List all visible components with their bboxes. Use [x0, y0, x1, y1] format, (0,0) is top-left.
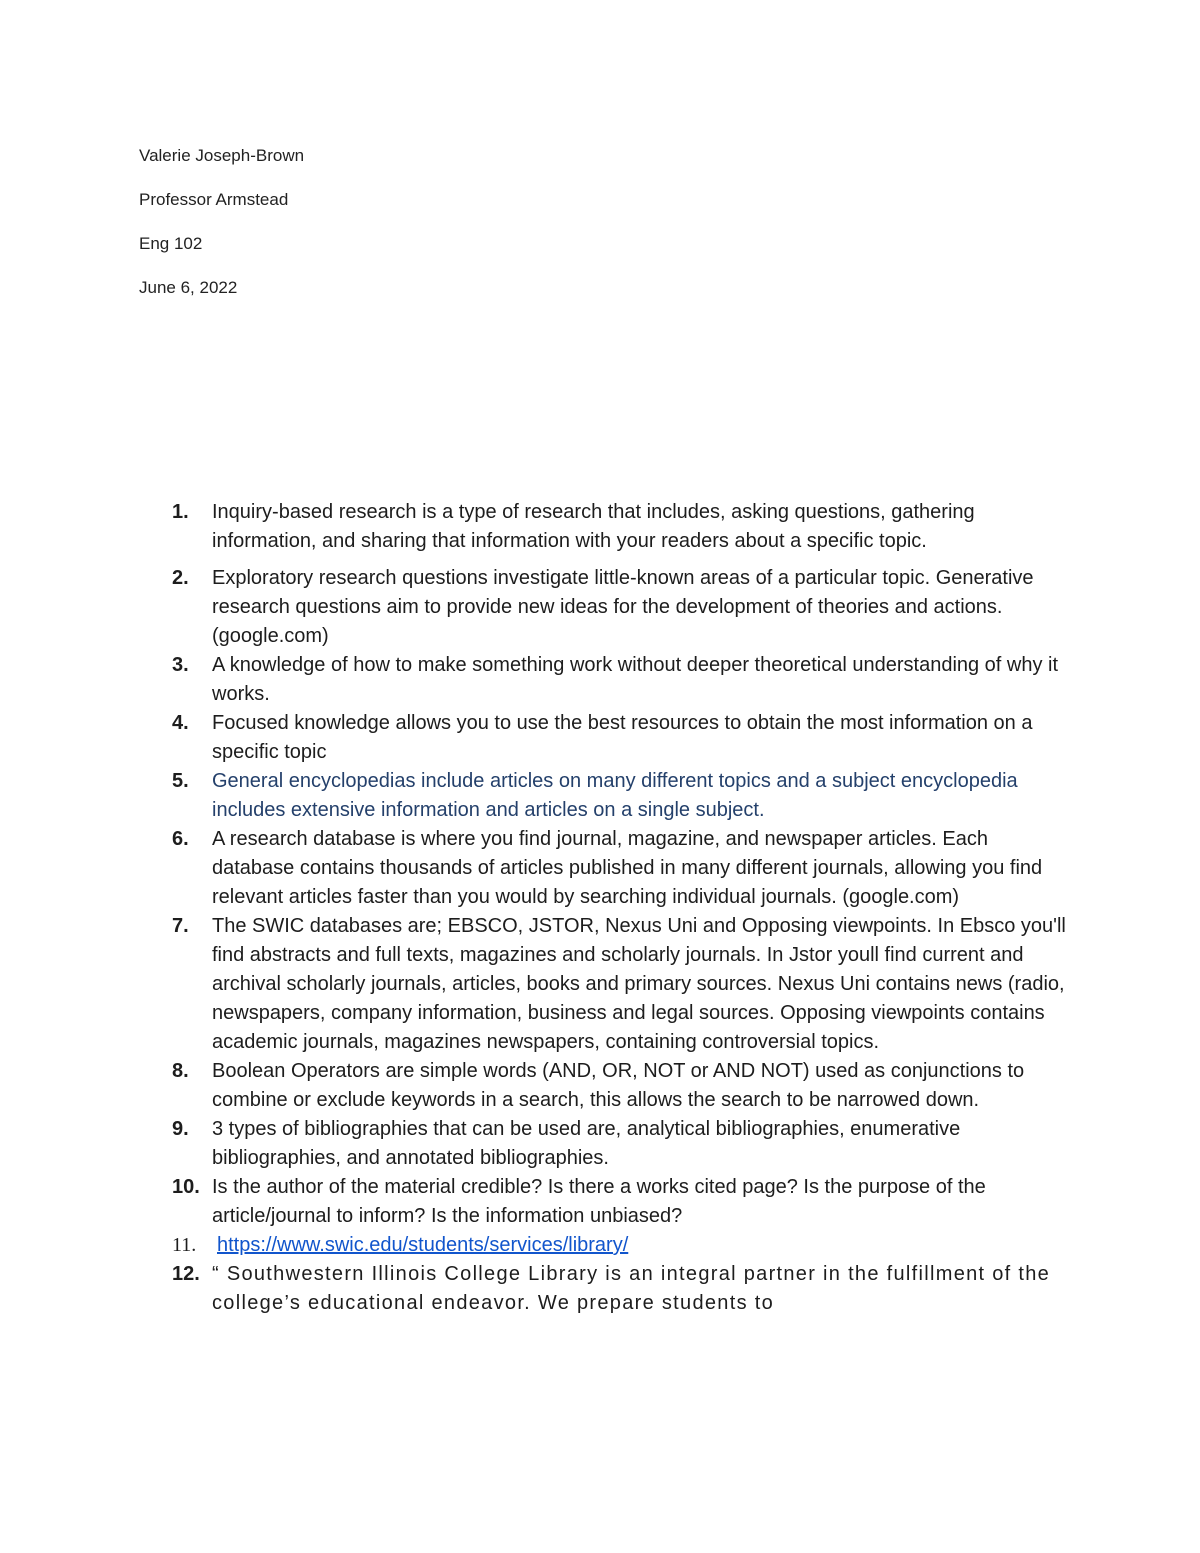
- library-link[interactable]: https://www.swic.edu/students/services/library/: [217, 1234, 629, 1256]
- item-text: Is the author of the material credible? Is there a works cited page? Is the purpose of the article/journal to inform? Is the information unbiased?: [212, 1176, 986, 1227]
- document-header: [139, 146, 304, 322]
- item-number: 5.: [172, 770, 189, 792]
- professor-name: Professor Armstead: [139, 190, 289, 209]
- student-name: Valerie Joseph-Brown: [139, 146, 305, 165]
- item-text: A knowledge of how to make something work without deeper theoretical understanding of why it works.: [212, 654, 1059, 705]
- item-text: The SWIC databases are; EBSCO, JSTOR, Nexus Uni and Opposing viewpoints. In Ebsco you'll find abstracts and full texts, magazines and scholarly journals. In Jstor youll find current and archival scholarly journals, articles, books and primary sources. Nexus Uni contains news (radio, newspapers, company information, business and legal sources. Opposing viewpoints contains academic journals, magazines newspapers, containing controversial topics.: [212, 915, 1066, 1053]
- list-item: [172, 767, 1072, 825]
- list-item: [172, 1231, 1072, 1260]
- document-date: June 6, 2022: [139, 278, 238, 297]
- list-item: [172, 564, 1072, 651]
- item-number: 6.: [172, 828, 189, 850]
- item-number: 8.: [172, 1060, 189, 1082]
- list-item: [172, 709, 1072, 767]
- answer-list: [172, 498, 1072, 1318]
- item-text: 3 types of bibliographies that can be used are, analytical bibliographies, enumerative bibliographies, and annotated bibliographies.: [212, 1118, 961, 1169]
- item-text: General encyclopedias include articles on many different topics and a subject encyclopedia includes extensive information and articles on a single subject.: [212, 770, 1018, 821]
- item-text: A research database is where you find journal, magazine, and newspaper articles. Each database contains thousands of articles published in many different journals, allowing you find relevant articles faster than you would by searching individual journals. (google.com): [212, 828, 1043, 908]
- list-item: [172, 825, 1072, 912]
- item-text: Focused knowledge allows you to use the best resources to obtain the most information on a specific topic: [212, 712, 1033, 763]
- list-item: [172, 1173, 1072, 1231]
- item-number: 12.: [172, 1263, 200, 1285]
- item-text: Inquiry-based research is a type of research that includes, asking questions, gathering information, and sharing that information with your readers about a specific topic.: [212, 501, 975, 552]
- list-item: [172, 1115, 1072, 1173]
- list-item: [172, 912, 1072, 1057]
- item-number: 4.: [172, 712, 189, 734]
- item-number: 3.: [172, 654, 189, 676]
- item-text: “ Southwestern Illinois College Library is an integral partner in the fulfillment of the college’s educational endeavor. We prepare students to: [212, 1263, 1051, 1314]
- course-name: Eng 102: [139, 234, 203, 253]
- list-item: [172, 1260, 1072, 1318]
- item-number: 10.: [172, 1176, 200, 1198]
- item-number: 2.: [172, 567, 189, 589]
- item-number: 1.: [172, 501, 189, 523]
- item-number: 9.: [172, 1118, 189, 1140]
- item-text: Exploratory research questions investigate little-known areas of a particular topic. Generative research questions aim to provide new ideas for the development of theories and actions. (google.com): [212, 567, 1034, 647]
- list-item: [172, 498, 1072, 556]
- list-item: [172, 1057, 1072, 1115]
- item-text: Boolean Operators are simple words (AND, OR, NOT or AND NOT) used as conjunctions to combine or exclude keywords in a search, this allows the search to be narrowed down.: [212, 1060, 1025, 1111]
- item-number: 7.: [172, 915, 189, 937]
- item-number: 11.: [172, 1234, 197, 1256]
- list-item: [172, 651, 1072, 709]
